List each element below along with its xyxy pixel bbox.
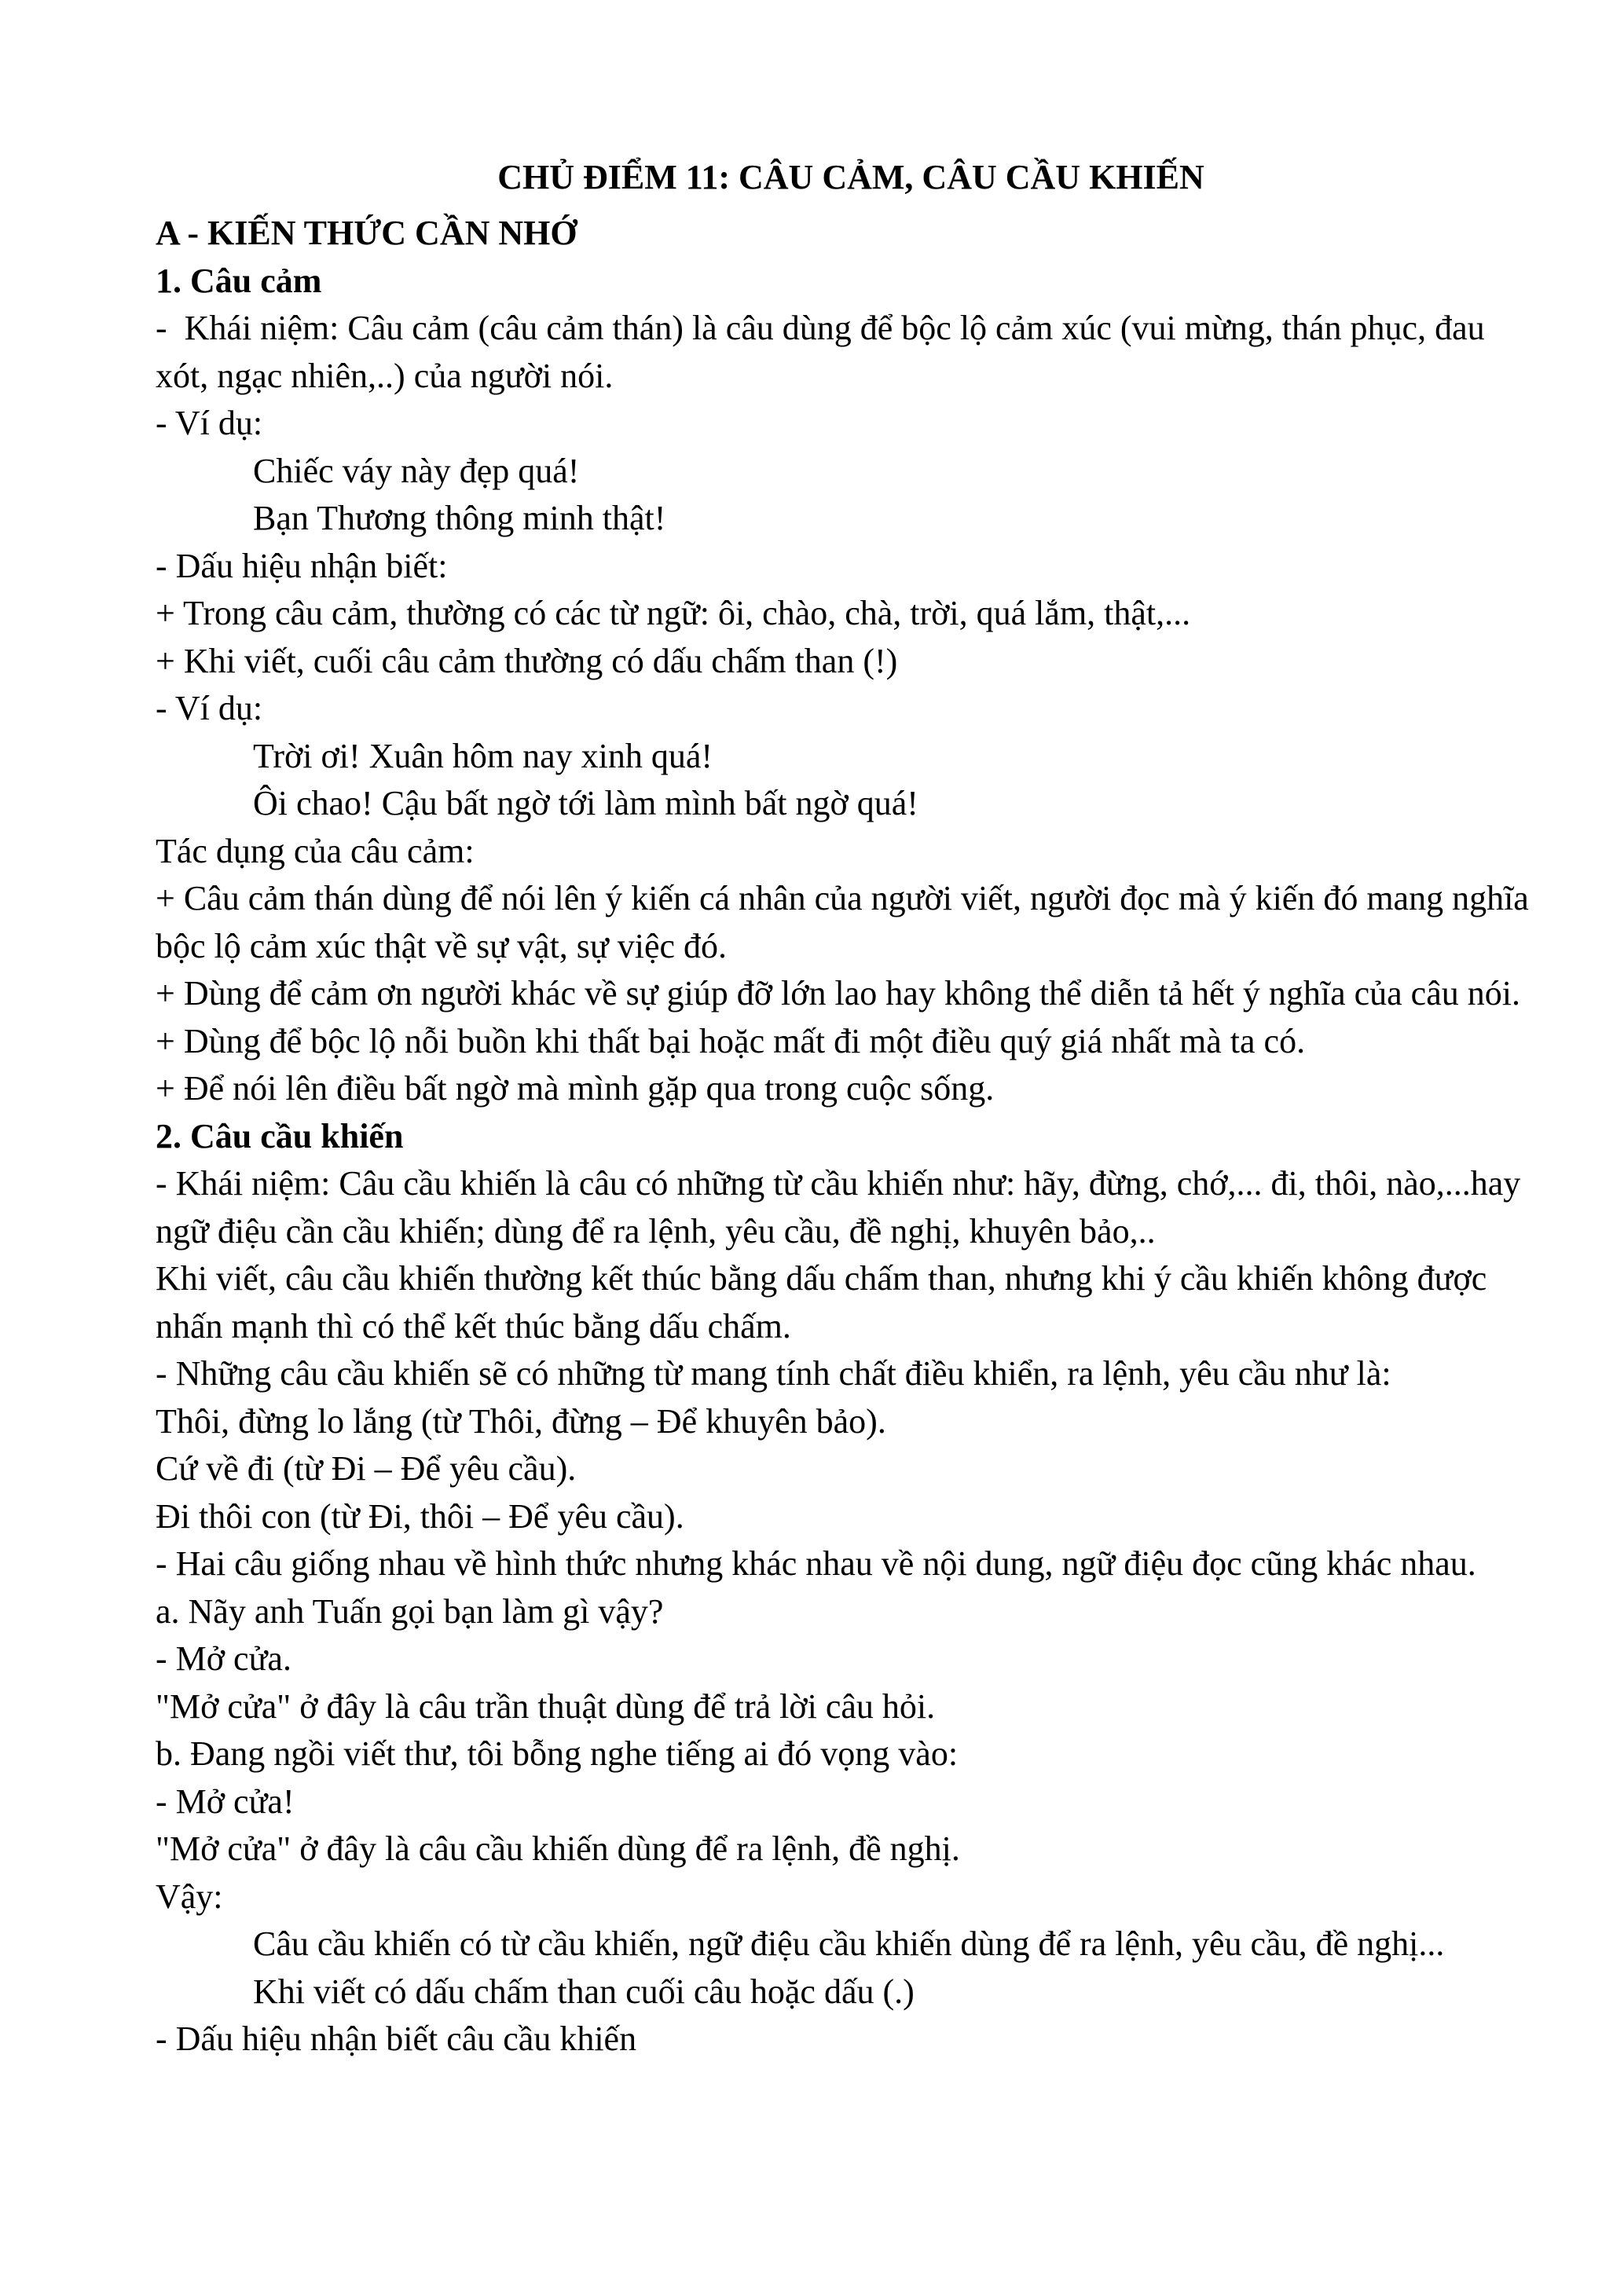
paragraph-text: b. Đang ngồi viết thư, tôi bỗng nghe tiếng ai đó vọng vào: xyxy=(156,1734,959,1773)
paragraph-sign-item: + Khi viết, cuối câu cảm thường có dấu chấm than (!) xyxy=(156,641,898,680)
paragraph-example-label: - Ví dụ: xyxy=(156,404,263,442)
paragraph-text: - Mở cửa. xyxy=(156,1639,291,1678)
paragraph-text: Thôi, đừng lo lắng (từ Thôi, đừng – Để khuyên bảo). xyxy=(156,1401,886,1441)
summary-sentence: Câu cầu khiến có từ cầu khiến, ngữ điệu cầu khiến dùng để ra lệnh, yêu cầu, đề nghị... xyxy=(253,1924,1445,1963)
summary-sentence: Khi viết có dấu chấm than cuối câu hoặc dấu (.) xyxy=(253,1972,915,2011)
paragraph-text: - Hai câu giống nhau về hình thức nhưng khác nhau về nội dung, ngữ điệu đọc cũng khác nhau. xyxy=(156,1544,1476,1583)
paragraph-effects-label: Tác dụng của câu cảm: xyxy=(156,831,475,870)
example-sentence: Ôi chao! Cậu bất ngờ tới làm mình bất ngờ quá! xyxy=(253,784,918,822)
page-title: CHỦ ĐIỂM 11: CÂU CẢM, CÂU CẦU KHIẾN xyxy=(497,158,1204,196)
document-content xyxy=(156,153,1538,2063)
paragraph-effect-item: + Để nói lên điều bất ngờ mà mình gặp qua trong cuộc sống. xyxy=(156,1069,995,1108)
section-heading-knowledge: A - KIẾN THỨC CẦN NHỚ xyxy=(156,214,577,252)
subsection-heading-imperative: 2. Câu cầu khiến xyxy=(156,1116,404,1155)
paragraph-text: - Dấu hiệu nhận biết câu cầu khiến xyxy=(156,2020,637,2058)
paragraph-text: - Mở cửa! xyxy=(156,1782,295,1821)
paragraph-text: Vậy: xyxy=(156,1877,223,1916)
paragraph-text: - Những câu cầu khiến sẽ có những từ mang tính chất điều khiển, ra lệnh, yêu cầu như là: xyxy=(156,1354,1391,1393)
example-sentence: Trời ơi! Xuân hôm nay xinh quá! xyxy=(253,736,713,775)
paragraph-text: a. Nãy anh Tuấn gọi bạn làm gì vậy? xyxy=(156,1591,664,1631)
example-sentence: Bạn Thương thông minh thật! xyxy=(253,499,666,537)
paragraph-effect-item: + Dùng để bộc lộ nỗi buồn khi thất bại hoặc mất đi một điều quý giá nhất mà ta có. xyxy=(156,1021,1306,1060)
paragraph-text: Cứ về đi (từ Đi – Để yêu cầu). xyxy=(156,1449,577,1488)
paragraph-definition-exclamatory: - Khái niệm: Câu cảm (câu cảm thán) là câu dùng để bộc lộ cảm xúc (vui mừng, thán phục, đau xót, ngạc nhiên,..) của người nói. xyxy=(156,309,1494,395)
paragraph-definition-imperative: - Khái niệm: Câu cầu khiến là câu có những từ cầu khiến như: hãy, đừng, chớ,... đi, thôi, nào,...hay ngữ điệu cần cầu khiến; dùng để ra lệnh, yêu cầu, đề nghị, khuyên bảo,.. xyxy=(156,1164,1530,1251)
subsection-heading-exclamatory: 1. Câu cảm xyxy=(156,261,322,300)
paragraph-text: Khi viết, câu cầu khiến thường kết thúc bằng dấu chấm than, nhưng khi ý cầu khiến không được nhấn mạnh thì có thể kết thúc bằng dấu chấm. xyxy=(156,1259,1496,1346)
paragraph-effect-item: + Dùng để cảm ơn người khác về sự giúp đỡ lớn lao hay không thể diễn tả hết ý nghĩa của câu nói. xyxy=(156,974,1520,1013)
paragraph-example-label: - Ví dụ: xyxy=(156,689,263,727)
paragraph-text: "Mở cửa" ở đây là câu cầu khiến dùng để ra lệnh, đề nghị. xyxy=(156,1829,960,1868)
paragraph-text: Đi thôi con (từ Đi, thôi – Để yêu cầu). xyxy=(156,1496,684,1536)
example-sentence: Chiếc váy này đẹp quá! xyxy=(253,451,580,490)
paragraph-signs-label: - Dấu hiệu nhận biết: xyxy=(156,546,448,585)
paragraph-sign-item: + Trong câu cảm, thường có các từ ngữ: ôi, chào, chà, trời, quá lắm, thật,... xyxy=(156,594,1191,632)
paragraph-effect-item: + Câu cảm thán dùng để nói lên ý kiến cá nhân của người viết, người đọc mà ý kiến đó mang nghĩa bộc lộ cảm xúc thật về sự vật, sự việc đó. xyxy=(156,879,1538,965)
paragraph-text: "Mở cửa" ở đây là câu trần thuật dùng để trả lời câu hỏi. xyxy=(156,1686,936,1726)
